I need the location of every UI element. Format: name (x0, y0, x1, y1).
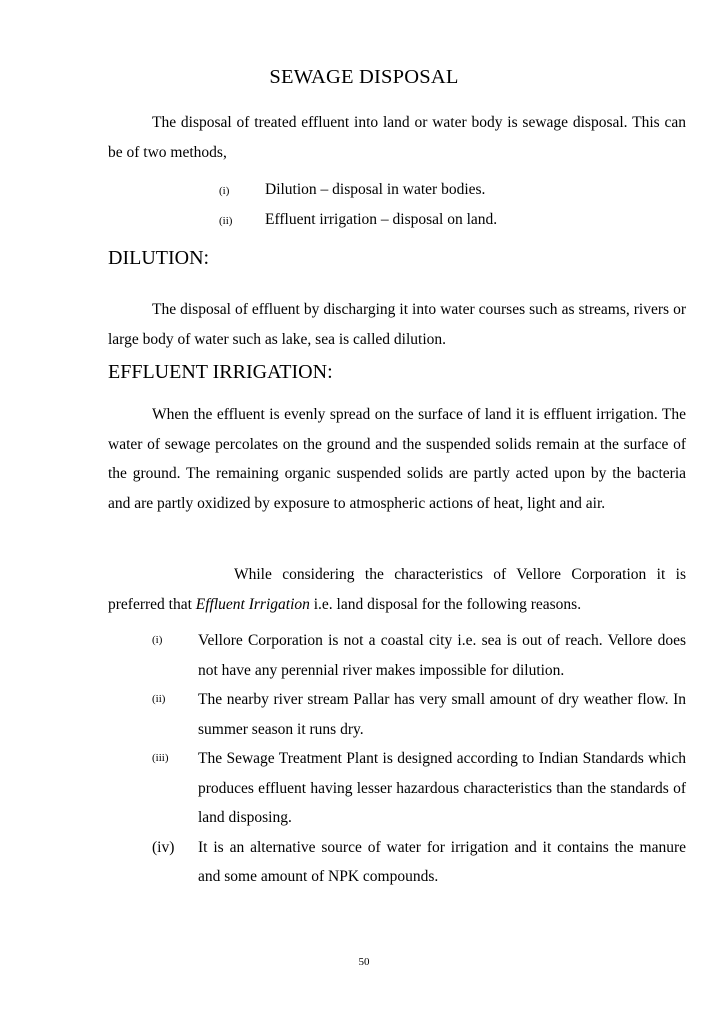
page-title: SEWAGE DISPOSAL (269, 66, 459, 88)
page-number: 50 (358, 956, 370, 968)
reason-text: It is an alternative source of water for irrigation and it contains the manure and some amount of NPK compounds. (198, 838, 686, 885)
method-number: (ii) (219, 215, 233, 227)
reason-number: (ii) (152, 693, 166, 705)
vellore-text-after: i.e. land disposal for the following reasons. (309, 595, 582, 613)
intro-paragraph: The disposal of treated effluent into land or water body is sewage disposal. This can be of two methods, (108, 114, 686, 161)
reason-text: The nearby river stream Pallar has very small amount of dry weather flow. In summer season it runs dry. (198, 691, 686, 738)
dilution-heading: DILUTION: (108, 247, 210, 269)
vellore-paragraph (108, 560, 686, 619)
irrigation-paragraph: When the effluent is evenly spread on the surface of land it is effluent irrigation. The water of sewage percolates on the ground and the suspended solids remain at the surface of the ground. The remaining organic suspended solids are partly acted upon by the bacteria and are partly oxidized by exposure to atmospheric actions of heat, light and air. (108, 406, 686, 512)
vellore-emphasis: Effluent Irrigation (195, 595, 310, 613)
irrigation-heading: EFFLUENT IRRIGATION: (108, 361, 333, 383)
method-text: Dilution – disposal in water bodies. (265, 181, 486, 198)
vellore-text-before: While considering the characteristics of Vellore Corporation it is preferred that (108, 566, 686, 613)
method-text: Effluent irrigation – disposal on land. (265, 211, 498, 228)
dilution-paragraph: The disposal of effluent by discharging it into water courses such as streams, rivers or large body of water such as lake, sea is called dilution. (108, 301, 686, 348)
reason-item (108, 833, 686, 892)
reason-number: (iii) (152, 752, 169, 764)
reason-text: Vellore Corporation is not a coastal city i.e. sea is out of reach. Vellore does not have any perennial river makes impossible for dilution. (198, 632, 686, 679)
reason-item (108, 626, 686, 685)
reason-item (108, 685, 686, 744)
reason-item (108, 744, 686, 833)
reason-number: (iv) (152, 838, 175, 856)
reason-number: (i) (152, 634, 163, 646)
reason-text: The Sewage Treatment Plant is designed according to Indian Standards which produces effluent having lesser hazardous characteristics than the standards of land disposing. (198, 750, 686, 826)
method-number: (i) (219, 185, 230, 197)
reasons-list (108, 626, 686, 892)
